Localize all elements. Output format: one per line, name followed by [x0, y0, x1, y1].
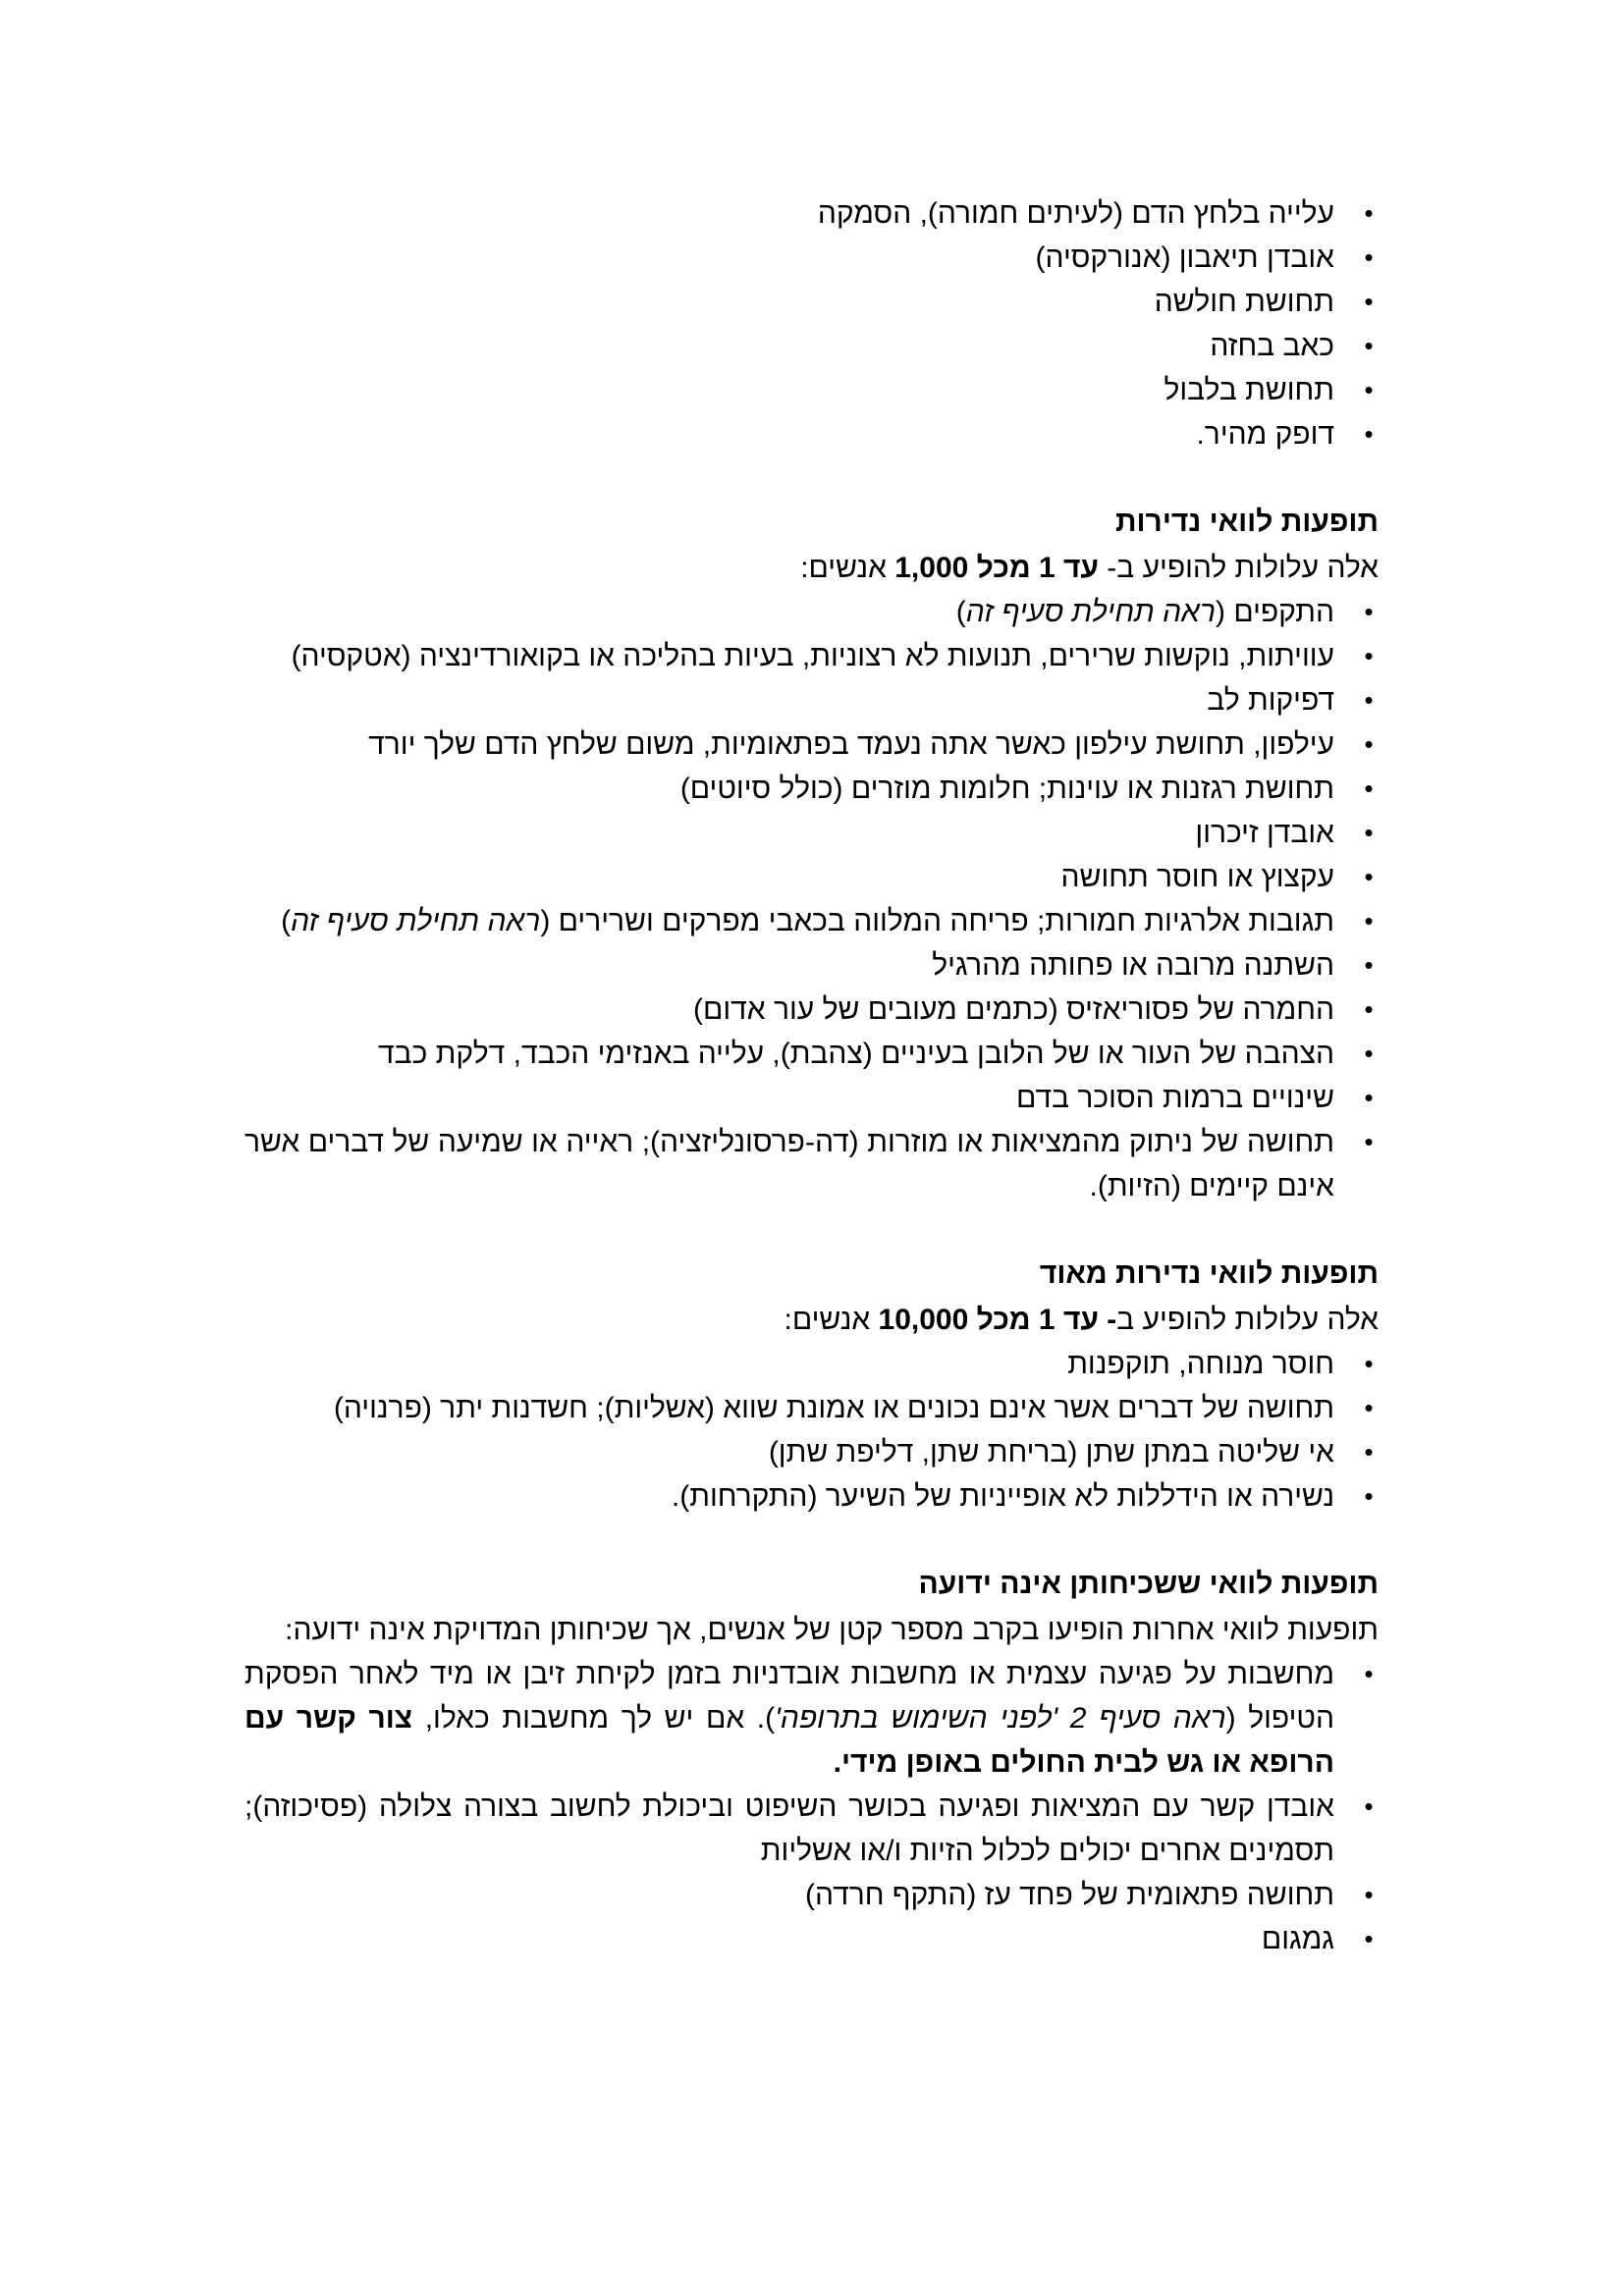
list-item: • החמרה של פסוריאזיס (כתמים מעובים של עור אדום): [244, 988, 1379, 1032]
bullet-icon: •: [1364, 1083, 1374, 1112]
bullet-icon: •: [1364, 685, 1374, 715]
bullet-icon: •: [1364, 1659, 1374, 1688]
section-heading-rare: תופעות לוואי נדירות: [1114, 506, 1379, 538]
list-item: • גמגום: [244, 1917, 1379, 1961]
bullet-icon: •: [1364, 331, 1374, 360]
list-item: • תחושה של ניתוק מהמציאות או מוזרות (דה-פרסונליזציה); ראייה או שמיעה של דברים אשר אינם קיימים (הזיות).: [244, 1120, 1379, 1208]
bullet-icon: •: [1364, 287, 1374, 316]
list-item: • הצהבה של העור או של הלובן בעיניים (צהבת), עלייה באנזימי הכבד, דלקת כבד: [244, 1032, 1379, 1076]
bullet-icon: •: [1364, 419, 1374, 449]
list-item: • נשירה או הידללות לא אופייניות של השיער (התקרחות).: [244, 1474, 1379, 1519]
list-item: • תחושת רגזנות או עוינות; חלומות מוזרים (כולל סיוטים): [244, 767, 1379, 811]
bullet-icon: •: [1364, 242, 1374, 272]
list-item: • התקפים (ראה תחילת סעיף זה): [244, 590, 1379, 634]
bullet-icon: •: [1364, 1039, 1374, 1068]
top-symptom-list: [244, 191, 1379, 456]
bullet-icon: •: [1364, 1880, 1374, 1909]
bullet-icon: •: [1364, 729, 1374, 759]
rare-side-effects-list: [244, 590, 1379, 1208]
section-heading-unknown: תופעות לוואי ששכיחותן אינה ידועה: [918, 1568, 1379, 1600]
bullet-icon: •: [1364, 862, 1374, 891]
list-item: • עילפון, תחושת עילפון כאשר אתה נעמד בפתאומיות, משום שלחץ הדם שלך יורד: [244, 722, 1379, 767]
list-item: • אי שליטה במתן שתן (בריחת שתן, דליפת שתן): [244, 1430, 1379, 1474]
bullet-icon: •: [1364, 818, 1374, 847]
list-item: • עלייה בלחץ הדם (לעיתים חמורה), הסמקה: [244, 191, 1379, 236]
document-page: [244, 191, 1379, 1961]
bullet-icon: •: [1364, 1393, 1374, 1422]
very-rare-side-effects-list: [244, 1342, 1379, 1519]
list-item: • אובדן תיאבון (אנורקסיה): [244, 236, 1379, 280]
list-item: • מחשבות על פגיעה עצמית או מחשבות אובדניות בזמן לקיחת זיבן או מיד לאחר הפסקת הטיפול (ראה סעיף 2 'לפני השימוש בתרופה'). אם יש לך מחשבות כאלו, צור קשר עם הרופא או גש לבית החולים באופן מידי.: [244, 1652, 1379, 1785]
list-item: • עקצוץ או חוסר תחושה: [244, 855, 1379, 899]
bullet-icon: •: [1364, 994, 1374, 1024]
bullet-icon: •: [1364, 198, 1374, 228]
list-item: • אובדן זיכרון: [244, 811, 1379, 855]
section-heading-very-rare: תופעות לוואי נדירות מאוד: [1039, 1257, 1379, 1290]
list-item: • השתנה מרובה או פחותה מהרגיל: [244, 943, 1379, 988]
list-item: • עוויתות, נוקשות שרירים, תנועות לא רצוניות, בעיות בהליכה או בקואורדינציה (אטקסיה): [244, 634, 1379, 678]
list-item: • דופק מהיר.: [244, 412, 1379, 456]
bullet-icon: •: [1364, 906, 1374, 935]
bullet-icon: •: [1364, 1791, 1374, 1821]
bullet-icon: •: [1364, 1481, 1374, 1511]
list-item: • תגובות אלרגיות חמורות; פריחה המלווה בכאבי מפרקים ושרירים (ראה תחילת סעיף זה): [244, 899, 1379, 943]
list-item: • דפיקות לב: [244, 678, 1379, 722]
bullet-icon: •: [1364, 1437, 1374, 1467]
list-item: • שינויים ברמות הסוכר בדם: [244, 1076, 1379, 1120]
section-intro-very-rare: אלה עלולות להופיע ב- עד 1 מכל 10,000 אנשים:: [784, 1304, 1379, 1336]
list-item: • תחושה של דברים אשר אינם נכונים או אמונת שווא (אשליות); חשדנות יתר (פרנויה): [244, 1386, 1379, 1430]
bullet-icon: •: [1364, 641, 1374, 670]
list-item: • תחושה פתאומית של פחד עז (התקף חרדה): [244, 1873, 1379, 1917]
bullet-icon: •: [1364, 375, 1374, 404]
bullet-icon: •: [1364, 1127, 1374, 1156]
section-intro-rare: אלה עלולות להופיע ב- עד 1 מכל 1,000 אנשים:: [800, 552, 1379, 584]
bullet-icon: •: [1364, 774, 1374, 803]
unknown-frequency-list: [244, 1652, 1379, 1961]
list-item: • כאב בחזה: [244, 324, 1379, 368]
list-item: • חוסר מנוחה, תוקפנות: [244, 1342, 1379, 1386]
bullet-icon: •: [1364, 950, 1374, 980]
section-intro-unknown: תופעות לוואי אחרות הופיעו בקרב מספר קטן של אנשים, אך שכיחותן המדויקת אינה ידועה:: [285, 1614, 1379, 1646]
list-item: • תחושת חולשה: [244, 280, 1379, 324]
bullet-icon: •: [1364, 1924, 1374, 1953]
list-item: • תחושת בלבול: [244, 368, 1379, 412]
list-item: • אובדן קשר עם המציאות ופגיעה בכושר השיפוט וביכולת לחשוב בצורה צלולה (פסיכוזה); תסמינים אחרים יכולים לכלול הזיות ו/או אשליות: [244, 1785, 1379, 1873]
bullet-icon: •: [1364, 597, 1374, 626]
bullet-icon: •: [1364, 1349, 1374, 1378]
